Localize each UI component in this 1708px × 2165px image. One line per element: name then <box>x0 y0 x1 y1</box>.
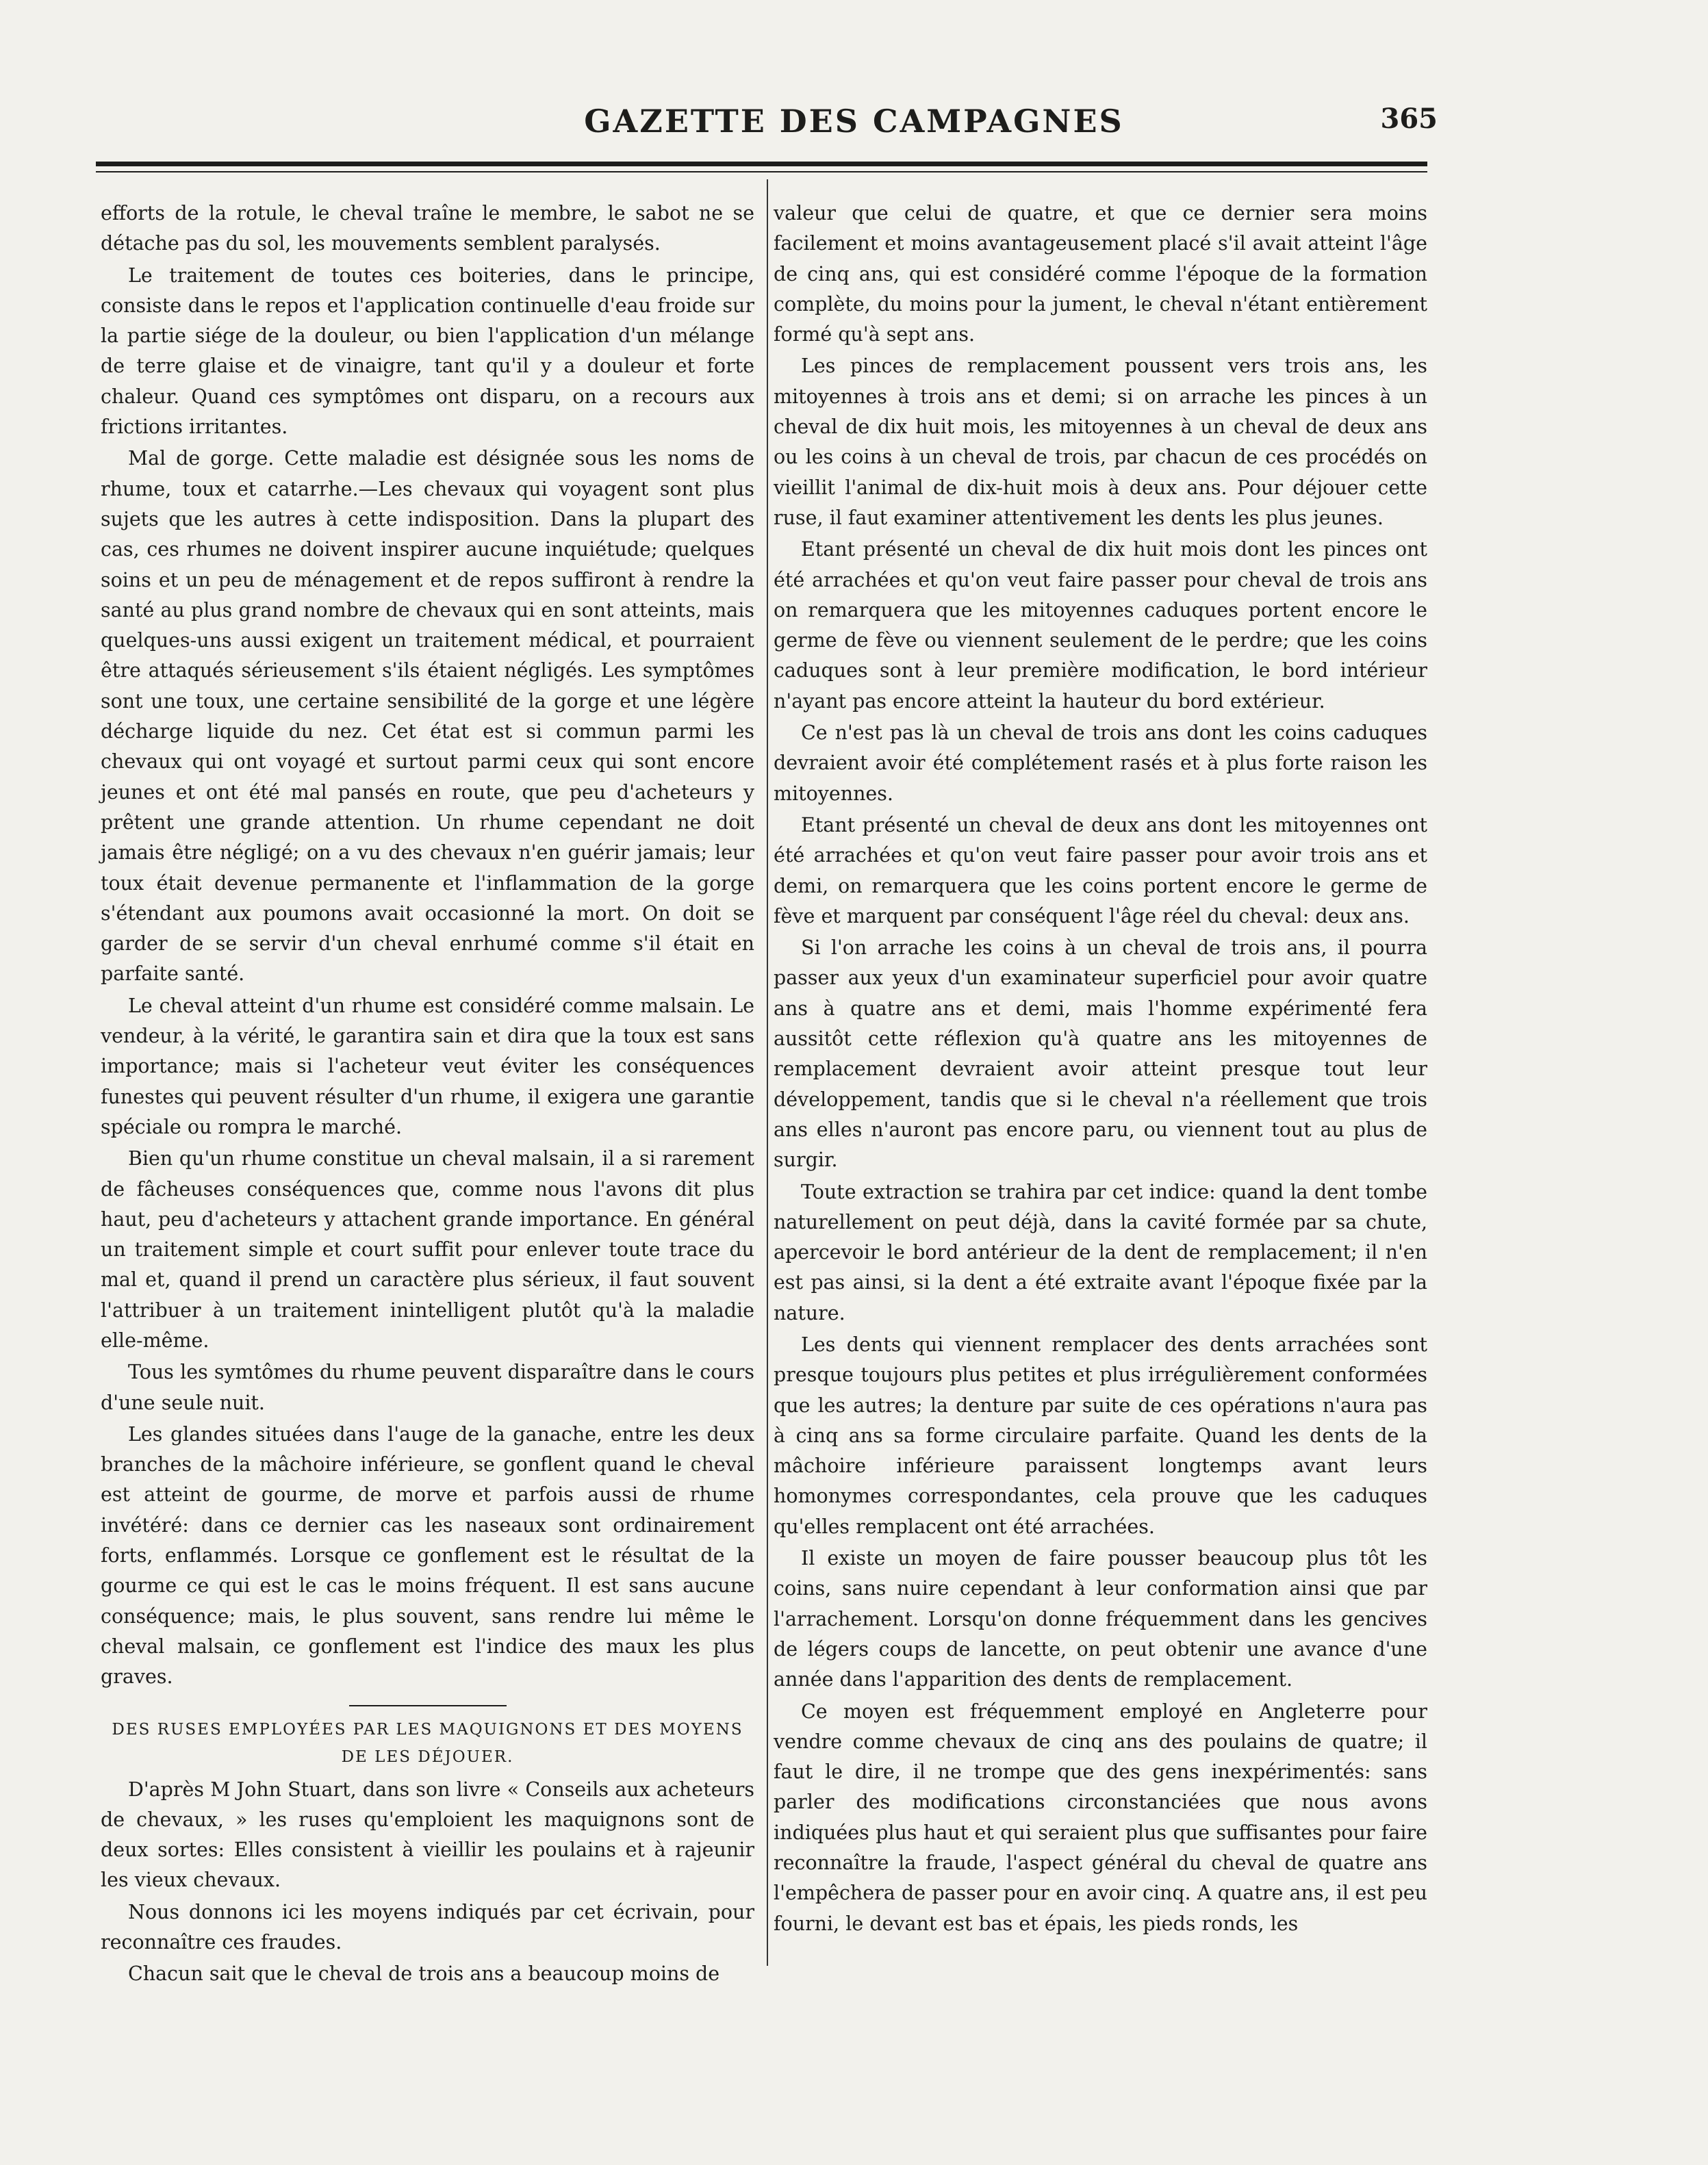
paragraph: Le traitement de toutes ces boiteries, dans le principe, consiste dans le repos et l'application continuelle d'eau froide sur la partie siége de la douleur, ou bien l'application d'un mélange de terre glaise et de vinaigre, tant qu'il y a douleur et forte chaleur. Quand ces symptômes ont disparu, on a recours aux frictions irritantes. <box>101 264 754 439</box>
paragraph: Bien qu'un rhume constitue un cheval malsain, il a si rarement de fâcheuses conséquences que, comme nous l'avons dit plus haut, peu d'acheteurs y attachent grande importance. En général un traitement simple et court suffit pour enlever toute trace du mal et, quand il prend un caractère plus sérieux, il faut souvent l'attribuer à un traitement inintelligent plutôt qu'à la maladie elle-même. <box>101 1147 754 1352</box>
header-rule-thick <box>96 162 1427 166</box>
paragraph: Etant présenté un cheval de dix huit mois dont les pinces ont été arrachées et qu'on veut faire passer pour cheval de trois ans on remarquera que les mitoyennes caduques portent encore le germe de fève ou viennent seulement de le perdre; que les coins caduques sont à leur première modification, le bord intérieur n'ayant pas encore atteint la hauteur du bord extérieur. <box>774 538 1427 713</box>
paragraph: Ce n'est pas là un cheval de trois ans dont les coins caduques devraient avoir été complétement rasés et à plus forte raison les mitoyennes. <box>774 721 1427 805</box>
paragraph: Etant présenté un cheval de deux ans dont les mitoyennes ont été arrachées et qu'on veut faire passer pour avoir trois ans et demi, on remarquera que les coins portent encore le germe de fève et marquent par conséquent l'âge réel du cheval: deux ans. <box>774 813 1427 927</box>
paragraph: Les dents qui viennent remplacer des dents arrachées sont presque toujours plus petites et plus irrégulièrement conformées que les autres; la denture par suite de ces opérations n'aura pas à cinq ans sa forme circulaire parfaite. Quand les dents de la mâchoire inférieure paraissent longtemps avant leurs homonymes correspondantes, cela prouve que les caduques qu'elles remplacent ont été arrachées. <box>774 1333 1427 1538</box>
paragraph: efforts de la rotule, le cheval traîne le membre, le sabot ne se détache pas du sol, les mouvements semblent paralysés. <box>101 202 754 255</box>
left-column <box>101 198 754 1991</box>
paragraph: Tous les symtômes du rhume peuvent disparaître dans le cours d'une seule nuit. <box>101 1361 754 1414</box>
header-rule-thin <box>96 171 1427 172</box>
paragraph: Les glandes situées dans l'auge de la ganache, entre les deux branches de la mâchoire inférieure, se gonflent quand le cheval est atteint de gourme, de morve et parfois aussi de rhume invétéré: dans ce dernier cas les naseaux sont ordinairement forts, enflammés. Lorsque ce gonflement est le résultat de la gourme ce qui est le cas le moins fréquent. Il est sans aucune conséquence; mais, le plus souvent, sans rendre lui même le cheval malsain, ce gonflement est l'indice des maux les plus graves. <box>101 1422 754 1689</box>
right-column <box>774 198 1427 1940</box>
paragraph: valeur que celui de quatre, et que ce dernier sera moins facilement et moins avantageusement placé s'il avait atteint l'âge de cinq ans, qui est considéré comme l'époque de la formation complète, du moins pour la jument, le cheval n'étant entièrement formé qu'à sept ans. <box>774 202 1427 346</box>
paragraph: D'après M John Stuart, dans son livre « Conseils aux acheteurs de chevaux, » les ruses qu'emploient les maquignons sont de deux sortes: Elles consistent à vieillir les poulains et à rajeunir les vieux chevaux. <box>101 1778 754 1892</box>
page-number: 365 <box>1380 103 1438 135</box>
paragraph: Les pinces de remplacement poussent vers trois ans, les mitoyennes à trois ans et demi; si on arrache les pinces à un cheval de dix huit mois, les mitoyennes à un cheval de deux ans ou les coins à un cheval de trois, par chacun de ces procédés on vieillit l'animal de dix-huit mois à deux ans. Pour déjouer cette ruse, il faut examiner attentivement les dents les plus jeunes. <box>774 355 1427 529</box>
paragraph: Nous donnons ici les moyens indiqués par cet écrivain, pour reconnaître ces fraudes. <box>101 1900 754 1954</box>
section-heading: DES RUSES EMPLOYÉES PAR LES MAQUIGNONS ET DES MOYENS DE LES DÉJOUER. <box>112 1720 743 1766</box>
paragraph: Si l'on arrache les coins à un cheval de trois ans, il pourra passer aux yeux d'un examinateur superficiel pour avoir quatre ans à quatre ans et demi, mais l'homme expérimenté fera aussitôt cette réflexion qu'à quatre ans les mitoyennes de remplacement devraient avoir atteint presque tout leur développement, tandis que si le cheval n'a réellement que trois ans elles n'auront pas encore paru, ou viennent tout au plus de surgir. <box>774 936 1427 1172</box>
paragraph: Chacun sait que le cheval de trois ans a beaucoup moins de <box>128 1962 720 1986</box>
paragraph: Toute extraction se trahira par cet indice: quand la dent tombe naturellement on peut déjà, dans la cavité formée par sa chute, apercevoir le bord antérieur de la dent de remplacement; il n'en est pas ainsi, si la dent a été extraite avant l'époque fixée par la nature. <box>774 1180 1427 1324</box>
column-divider <box>767 179 768 1966</box>
paragraph: Mal de gorge. Cette maladie est désignée sous les noms de rhume, toux et catarrhe.—Les chevaux qui voyagent sont plus sujets que les autres à cette indisposition. Dans la plupart des cas, ces rhumes ne doivent inspirer aucune inquiétude; quelques soins et un peu de ménagement et de repos suffiront à rendre la santé au plus grand nombre de chevaux qui en sont atteints, mais quelques-uns aussi exigent un traitement médical, et pourraient être attaqués sérieusement s'ils étaient négligés. Les symptômes sont une toux, une certaine sensibilité de la gorge et une légère décharge liquide du nez. Cet état est si commun parmi les chevaux qui ont voyagé et surtout parmi ceux qui sont encore jeunes et ont été mal pansés en route, que peu d'acheteurs y prêtent une grande attention. Un rhume cependant ne doit jamais être négligé; on a vu des chevaux n'en guérir jamais; leur toux était devenue permanente et l'inflammation de la gorge s'étendant aux poumons avait occasionné la mort. On doit se garder de se servir d'un cheval enrhumé comme s'il était en parfaite santé. <box>101 447 754 986</box>
paragraph: Il existe un moyen de faire pousser beaucoup plus tôt les coins, sans nuire cependant à leur conformation ainsi que par l'arrachement. Lorsqu'on donne fréquemment dans les gencives de légers coups de lancette, on peut obtenir une avance d'une année dans l'apparition des dents de remplacement. <box>774 1547 1427 1691</box>
paragraph: Le cheval atteint d'un rhume est considéré comme malsain. Le vendeur, à la vérité, le garantira sain et dira que la toux est sans importance; mais si l'acheteur veut éviter les conséquences funestes qui peuvent résulter d'un rhume, il exigera une garantie spéciale ou rompra le marché. <box>101 994 754 1138</box>
section-divider <box>349 1705 507 1706</box>
page-header-title: GAZETTE DES CAMPAGNES <box>584 103 1124 140</box>
paragraph: Ce moyen est fréquemment employé en Angleterre pour vendre comme chevaux de cinq ans des poulains de quatre; il faut le dire, il ne trompe que des gens inexpérimentés: sans parler des modifications circonstanciées que nous avons indiquées plus haut et qui seraient plus que suffisantes pour faire reconnaître la fraude, l'aspect général du cheval de quatre ans l'empêchera de passer pour en avoir cinq. A quatre ans, il est peu fourni, le devant est bas et épais, les pieds ronds, les <box>774 1700 1427 1935</box>
